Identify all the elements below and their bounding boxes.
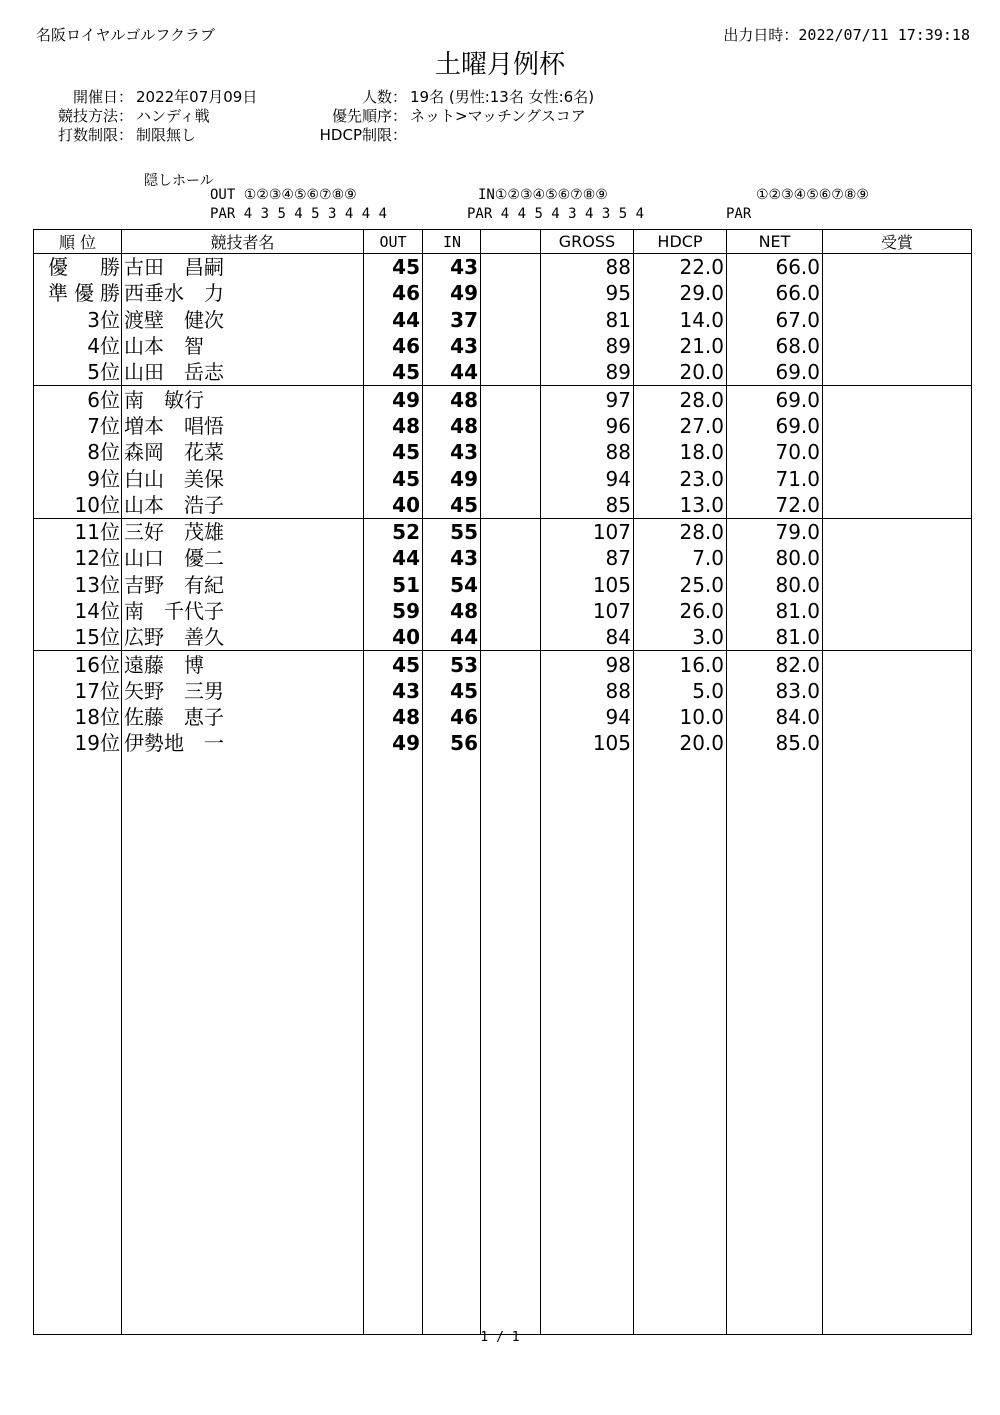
award-cell: [823, 598, 972, 624]
filler-cell: [34, 757, 122, 1335]
people-value: 19名 (男性:13名 女性:6名): [410, 88, 595, 106]
award-cell: [823, 359, 972, 386]
out-holes: [210, 187, 357, 203]
net-cell: 69.0: [727, 359, 823, 386]
blank-cell: [481, 413, 541, 439]
out-score-cell: 46: [364, 280, 423, 306]
output-value: 2022/07/11 17:39:18: [798, 26, 970, 44]
in-score-cell: 43: [423, 439, 481, 465]
out-score-cell: 45: [364, 359, 423, 386]
award-cell: [823, 280, 972, 306]
player-name-cell: 広野 善久: [122, 624, 364, 651]
out-score-cell: 46: [364, 333, 423, 359]
out-score-cell: 48: [364, 704, 423, 730]
gross-cell: 88: [541, 678, 634, 704]
blank-cell: [481, 651, 541, 678]
table-row: [34, 492, 972, 519]
hdcp-cell: 20.0: [634, 730, 727, 756]
in-score-cell: 45: [423, 678, 481, 704]
out-score-cell: 45: [364, 465, 423, 491]
filler-cell: [364, 757, 423, 1335]
gross-cell: 84: [541, 624, 634, 651]
table-row: [34, 704, 972, 730]
table-header-row: [34, 230, 972, 254]
out-score-cell: 51: [364, 572, 423, 598]
gross-cell: 81: [541, 307, 634, 333]
net-cell: 84.0: [727, 704, 823, 730]
net-cell: 83.0: [727, 678, 823, 704]
gross-cell: 94: [541, 704, 634, 730]
blank-cell: [481, 333, 541, 359]
net-cell: 80.0: [727, 545, 823, 571]
player-name-cell: 山田 岳志: [122, 359, 364, 386]
out-score-cell: 59: [364, 598, 423, 624]
priority-label: 優先順序：: [331, 107, 407, 125]
in-score-cell: 56: [423, 730, 481, 756]
in-holes: [478, 187, 608, 203]
out-score-cell: 40: [364, 624, 423, 651]
in-score-cell: 43: [423, 545, 481, 571]
award-cell: [823, 333, 972, 359]
player-name-cell: 三好 茂雄: [122, 518, 364, 545]
table-row: [34, 572, 972, 598]
award-cell: [823, 572, 972, 598]
player-name-cell: 増本 唱悟: [122, 413, 364, 439]
hdcp-cell: 3.0: [634, 624, 727, 651]
limit-label: 打数制限：: [57, 126, 133, 144]
player-name-cell: 矢野 三男: [122, 678, 364, 704]
rank-cell: 11位: [34, 518, 122, 545]
in-score-cell: 44: [423, 359, 481, 386]
out-score-cell: 45: [364, 651, 423, 678]
rank-cell: 12位: [34, 545, 122, 571]
out-score-cell: 49: [364, 386, 423, 413]
total-holes: ①②③④⑤⑥⑦⑧⑨: [756, 187, 869, 203]
net-cell: 72.0: [727, 492, 823, 519]
limit-value: 制限無し: [136, 126, 197, 144]
gross-cell: 88: [541, 439, 634, 465]
blank-cell: [481, 598, 541, 624]
in-score-cell: 43: [423, 254, 481, 281]
output-label: 出力日時：: [723, 26, 799, 44]
in-score-cell: 54: [423, 572, 481, 598]
hdcp-cell: 14.0: [634, 307, 727, 333]
gross-cell: 95: [541, 280, 634, 306]
out-score-cell: 40: [364, 492, 423, 519]
rank-cell: 15位: [34, 624, 122, 651]
blank-cell: [481, 518, 541, 545]
rank-cell: 8位: [34, 439, 122, 465]
in-label: IN: [478, 187, 495, 203]
blank-cell: [481, 465, 541, 491]
hdcp-cell: 23.0: [634, 465, 727, 491]
award-cell: [823, 704, 972, 730]
net-cell: 67.0: [727, 307, 823, 333]
player-name-cell: 南 千代子: [122, 598, 364, 624]
hdcp-cell: 20.0: [634, 359, 727, 386]
rank-cell: 3位: [34, 307, 122, 333]
table-row: [34, 280, 972, 306]
hdcp-cell: 29.0: [634, 280, 727, 306]
hdcp-cell: 28.0: [634, 518, 727, 545]
net-cell: 85.0: [727, 730, 823, 756]
hdcp-cell: 25.0: [634, 572, 727, 598]
player-name-cell: 山本 智: [122, 333, 364, 359]
net-cell: 79.0: [727, 518, 823, 545]
blank-cell: [481, 307, 541, 333]
award-cell: [823, 518, 972, 545]
club-name: 名阪ロイヤルゴルフクラブ: [36, 26, 215, 44]
blank-cell: [481, 730, 541, 756]
col-gross: GROSS: [541, 230, 634, 254]
in-score-cell: 48: [423, 413, 481, 439]
player-name-cell: 南 敏行: [122, 386, 364, 413]
blank-cell: [481, 439, 541, 465]
award-cell: [823, 465, 972, 491]
net-cell: 70.0: [727, 439, 823, 465]
gross-cell: 94: [541, 465, 634, 491]
player-name-cell: 山口 優二: [122, 545, 364, 571]
col-hdcp: HDCP: [634, 230, 727, 254]
player-name-cell: 西垂水 力: [122, 280, 364, 306]
hdcp-cell: 26.0: [634, 598, 727, 624]
out-score-cell: 45: [364, 254, 423, 281]
award-cell: [823, 439, 972, 465]
gross-cell: 105: [541, 572, 634, 598]
rank-cell: 9位: [34, 465, 122, 491]
rank-cell: 14位: [34, 598, 122, 624]
award-cell: [823, 492, 972, 519]
gross-cell: 87: [541, 545, 634, 571]
blank-cell: [481, 624, 541, 651]
player-name-cell: 山本 浩子: [122, 492, 364, 519]
table-row: [34, 465, 972, 491]
in-score-cell: 48: [423, 386, 481, 413]
method-label: 競技方法：: [57, 107, 133, 125]
col-blank: [481, 230, 541, 254]
rank-cell: 優 勝: [34, 254, 122, 281]
table-row: [34, 678, 972, 704]
hdcp-cell: 16.0: [634, 651, 727, 678]
in-score-cell: 45: [423, 492, 481, 519]
table-row: [34, 413, 972, 439]
net-cell: 80.0: [727, 572, 823, 598]
table-row: [34, 254, 972, 281]
table-row: [34, 439, 972, 465]
table-row: [34, 730, 972, 756]
out-par-label: PAR: [210, 206, 236, 222]
table-row: [34, 386, 972, 413]
award-cell: [823, 254, 972, 281]
rank-cell: 18位: [34, 704, 122, 730]
gross-cell: 88: [541, 254, 634, 281]
people-label: 人数：: [361, 88, 407, 106]
blank-cell: [481, 545, 541, 571]
filler-cell: [423, 757, 481, 1335]
player-name-cell: 白山 美保: [122, 465, 364, 491]
table-row: [34, 333, 972, 359]
col-net: NET: [727, 230, 823, 254]
net-cell: 66.0: [727, 254, 823, 281]
award-cell: [823, 386, 972, 413]
filler-cell: [122, 757, 364, 1335]
gross-cell: 85: [541, 492, 634, 519]
gross-cell: 89: [541, 359, 634, 386]
gross-cell: 97: [541, 386, 634, 413]
hdcp-cell: 28.0: [634, 386, 727, 413]
priority-value: ネット>マッチングスコア: [410, 107, 586, 125]
table-row: [34, 651, 972, 678]
net-cell: 71.0: [727, 465, 823, 491]
table-row: [34, 359, 972, 386]
out-score-cell: 43: [364, 678, 423, 704]
out-hole-marks: ①②③④⑤⑥⑦⑧⑨: [243, 187, 357, 203]
gross-cell: 107: [541, 598, 634, 624]
net-cell: 69.0: [727, 386, 823, 413]
player-name-cell: 伊勢地 一: [122, 730, 364, 756]
hdcp-cell: 22.0: [634, 254, 727, 281]
rank-cell: 準優勝: [34, 280, 122, 306]
blank-cell: [481, 280, 541, 306]
total-par-label: PAR: [726, 206, 752, 222]
in-score-cell: 53: [423, 651, 481, 678]
out-score-cell: 44: [364, 307, 423, 333]
page-title: 土曜月例杯: [434, 50, 565, 80]
hdcp-cell: 7.0: [634, 545, 727, 571]
rank-cell: 16位: [34, 651, 122, 678]
blank-cell: [481, 704, 541, 730]
in-score-cell: 37: [423, 307, 481, 333]
blank-cell: [481, 254, 541, 281]
award-cell: [823, 678, 972, 704]
hdcp-limit-label: HDCP制限：: [319, 126, 407, 144]
blank-cell: [481, 572, 541, 598]
out-par-values: 4 3 5 4 5 3 4 4 4: [243, 206, 388, 222]
player-name-cell: 遠藤 博: [122, 651, 364, 678]
hidden-holes-label: 隠しホール: [144, 173, 214, 189]
filler-cell: [727, 757, 823, 1335]
hdcp-cell: 5.0: [634, 678, 727, 704]
award-cell: [823, 413, 972, 439]
in-hole-marks: ①②③④⑤⑥⑦⑧⑨: [494, 187, 608, 203]
award-cell: [823, 624, 972, 651]
rank-cell: 5位: [34, 359, 122, 386]
rank-cell: 4位: [34, 333, 122, 359]
results-table: [33, 229, 972, 1335]
player-name-cell: 古田 昌嗣: [122, 254, 364, 281]
hdcp-cell: 10.0: [634, 704, 727, 730]
player-name-cell: 吉野 有紀: [122, 572, 364, 598]
in-score-cell: 55: [423, 518, 481, 545]
filler-cell: [481, 757, 541, 1335]
filler-cell: [634, 757, 727, 1335]
rank-cell: 7位: [34, 413, 122, 439]
rank-cell: 10位: [34, 492, 122, 519]
gross-cell: 107: [541, 518, 634, 545]
table-row: [34, 307, 972, 333]
col-award: 受賞: [823, 230, 972, 254]
hdcp-cell: 21.0: [634, 333, 727, 359]
player-name-cell: 森岡 花菜: [122, 439, 364, 465]
in-score-cell: 46: [423, 704, 481, 730]
method-value: ハンディ戦: [136, 107, 210, 125]
output-datetime: [723, 24, 970, 45]
in-par-label: PAR: [467, 206, 493, 222]
date-label: 開催日：: [72, 88, 133, 106]
player-name-cell: 渡壁 健次: [122, 307, 364, 333]
award-cell: [823, 730, 972, 756]
rank-cell: 19位: [34, 730, 122, 756]
award-cell: [823, 651, 972, 678]
in-score-cell: 43: [423, 333, 481, 359]
net-cell: 82.0: [727, 651, 823, 678]
out-score-cell: 44: [364, 545, 423, 571]
col-out: OUT: [364, 230, 423, 254]
out-score-cell: 48: [364, 413, 423, 439]
date-value: 2022年07月09日: [136, 88, 258, 106]
hdcp-cell: 27.0: [634, 413, 727, 439]
rank-cell: 17位: [34, 678, 122, 704]
player-name-cell: 佐藤 恵子: [122, 704, 364, 730]
blank-cell: [481, 678, 541, 704]
filler-cell: [541, 757, 634, 1335]
table-row: [34, 518, 972, 545]
out-score-cell: 49: [364, 730, 423, 756]
in-score-cell: 44: [423, 624, 481, 651]
rank-cell: 13位: [34, 572, 122, 598]
gross-cell: 96: [541, 413, 634, 439]
page-number: 1 / 1: [480, 1330, 520, 1345]
gross-cell: 105: [541, 730, 634, 756]
blank-cell: [481, 359, 541, 386]
table-filler-row: [34, 757, 972, 1335]
col-name: 競技者名: [122, 230, 364, 254]
award-cell: [823, 545, 972, 571]
in-score-cell: 49: [423, 280, 481, 306]
out-score-cell: 45: [364, 439, 423, 465]
out-par: [210, 206, 387, 222]
net-cell: 69.0: [727, 413, 823, 439]
gross-cell: 98: [541, 651, 634, 678]
net-cell: 66.0: [727, 280, 823, 306]
in-par-values: 4 4 5 4 3 4 3 5 4: [500, 206, 645, 222]
out-score-cell: 52: [364, 518, 423, 545]
table-row: [34, 624, 972, 651]
blank-cell: [481, 492, 541, 519]
net-cell: 68.0: [727, 333, 823, 359]
rank-cell: 6位: [34, 386, 122, 413]
blank-cell: [481, 386, 541, 413]
hdcp-cell: 18.0: [634, 439, 727, 465]
filler-cell: [823, 757, 972, 1335]
in-score-cell: 49: [423, 465, 481, 491]
net-cell: 81.0: [727, 598, 823, 624]
table-row: [34, 545, 972, 571]
gross-cell: 89: [541, 333, 634, 359]
col-rank: 順 位: [34, 230, 122, 254]
in-score-cell: 48: [423, 598, 481, 624]
award-cell: [823, 307, 972, 333]
net-cell: 81.0: [727, 624, 823, 651]
col-in: IN: [423, 230, 481, 254]
in-par: [467, 206, 644, 222]
out-label: OUT: [210, 187, 236, 203]
table-row: [34, 598, 972, 624]
hdcp-cell: 13.0: [634, 492, 727, 519]
